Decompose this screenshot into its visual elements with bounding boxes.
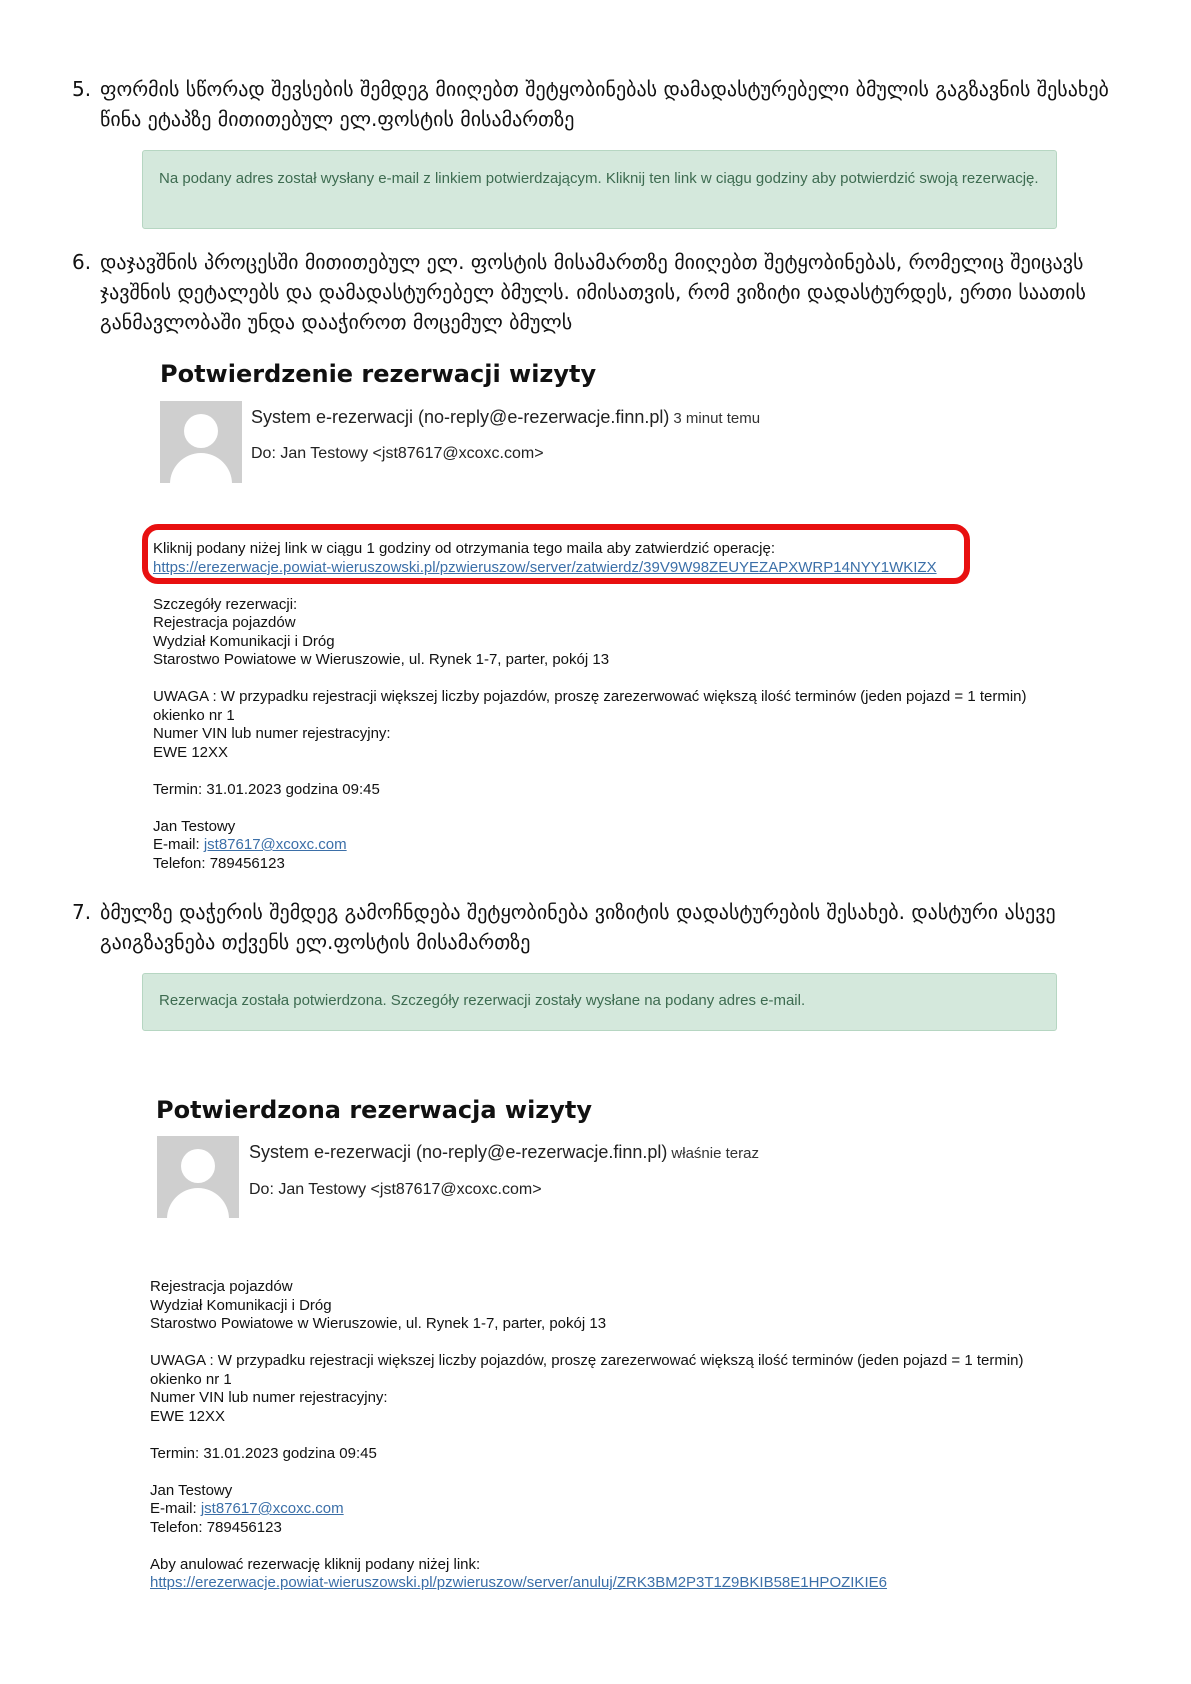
email-2-recipient: Do: Jan Testowy <jst87617@xcoxc.com> <box>249 1181 542 1198</box>
email-2-name: Jan Testowy <box>150 1481 233 1499</box>
email-2-title: Potwierdzona rezerwacja wizyty <box>156 1096 593 1124</box>
email-2-phone: Telefon: 789456123 <box>150 1518 282 1536</box>
step-7-number: 7. <box>72 900 92 924</box>
email-2-cancel-link[interactable]: https://erezerwacje.powiat-wieruszowski.pl/pzwieruszow/server/anuluj/ZRK3BM2P3T1Z9BKIB58E1HPOZIKIE6 <box>150 1574 887 1591</box>
email-2-vin: EWE 12XX <box>150 1407 226 1425</box>
step-7-text: ბმულზე დაჭერის შემდეგ გამოჩნდება შეტყობინება ვიზიტის დადასტურების შესახებ. დასტური ასევე გაიგზავნება თქვენს ელ.ფოსტის მისამართზე <box>100 900 1056 954</box>
step-5-number: 5. <box>72 77 92 101</box>
confirmation-sent-alert-text: Na podany adres został wysłany e-mail z linkiem potwierdzającym. Kliknij ten link w ciągu godziny aby potwierdzić swoją rezerwację. <box>159 170 1039 187</box>
email-2-term: Termin: 31.01.2023 godzina 09:45 <box>150 1444 377 1462</box>
email-2-department: Wydział Komunikacji i Dróg <box>150 1296 332 1314</box>
email-2-email-label: E-mail: <box>150 1500 201 1517</box>
email-1-details-header: Szczegóły rezerwacji: <box>153 595 298 613</box>
email-2-avatar <box>157 1136 239 1218</box>
step-6-number: 6. <box>72 250 92 274</box>
email-1-sender <box>251 407 760 428</box>
email-1-department: Wydział Komunikacji i Dróg <box>153 632 335 650</box>
email-1-vin-label: Numer VIN lub numer rejestracyjny: <box>153 725 391 742</box>
step-7 <box>72 897 1132 957</box>
email-1-time: 3 minut temu <box>673 410 761 427</box>
email-1-sender-name: System e-rezerwacji (no-reply@e-rezerwacje.finn.pl) <box>251 407 670 427</box>
email-1-window: okienko nr 1 <box>153 706 235 724</box>
email-2-email-link[interactable]: jst87617@xcoxc.com <box>200 1500 344 1517</box>
email-2-window: okienko nr 1 <box>150 1370 232 1388</box>
email-2-cancel-intro: Aby anulować rezerwację kliknij podany niżej link: <box>150 1555 481 1573</box>
email-1-name: Jan Testowy <box>153 817 236 835</box>
step-6 <box>72 247 1132 337</box>
email-1-service: Rejestracja pojazdów <box>153 614 296 631</box>
email-2-address: Starostwo Powiatowe w Wieruszowie, ul. Rynek 1-7, parter, pokój 13 <box>150 1315 607 1332</box>
step-5 <box>72 74 1132 134</box>
email-2-sender-name: System e-rezerwacji (no-reply@e-rezerwacje.finn.pl) <box>249 1142 668 1162</box>
email-2-vin-label: Numer VIN lub numer rejestracyjny: <box>150 1389 388 1406</box>
step-5-text: ფორმის სწორად შევსების შემდეგ მიიღებთ შეტყობინებას დამადასტურებელი ბმულის გაგზავნის შესახებ წინა ეტაპზე მითითებულ ელ.ფოსტის მისამართზე <box>100 77 1109 131</box>
email-2-time: właśnie teraz <box>671 1145 759 1162</box>
email-2-body <box>150 1278 1024 1593</box>
email-1-body <box>153 540 1027 873</box>
email-1-warning: UWAGA : W przypadku rejestracji większej liczby pojazdów, proszę zarezerwować większą ilość terminów (jeden pojazd = 1 termin) <box>153 688 1027 705</box>
reservation-confirmed-alert-text: Rezerwacja została potwierdzona. Szczegóły rezerwacji zostały wysłane na podany adres e-mail. <box>159 992 806 1009</box>
email-1-term: Termin: 31.01.2023 godzina 09:45 <box>153 780 380 798</box>
email-2-sender <box>249 1142 759 1163</box>
email-1-avatar <box>160 401 242 483</box>
email-1-confirm-link[interactable]: https://erezerwacje.powiat-wieruszowski.pl/pzwieruszow/server/zatwierdz/39V9W98ZEUYEZAPXWRP14NYY1WKIZX <box>153 558 937 576</box>
email-1-link-intro: Kliknij podany niżej link w ciągu 1 godziny od otrzymania tego maila aby zatwierdzić operację: <box>153 540 775 557</box>
email-1-address: Starostwo Powiatowe w Wieruszowie, ul. Rynek 1-7, parter, pokój 13 <box>153 651 610 668</box>
step-6-text: დაჯავშნის პროცესში მითითებულ ელ. ფოსტის მისამართზე მიიღებთ შეტყობინებას, რომელიც შეიცავს ჯავშნის დეტალებს და დამადასტურებელ ბმულს. იმისათვის, რომ ვიზიტი დადასტურდეს, ერთი საათის განმავლობაში უნდა დააჭიროთ მოცემულ ბმულს <box>100 250 1086 334</box>
email-1-email-link[interactable]: jst87617@xcoxc.com <box>203 836 347 853</box>
email-1-vin: EWE 12XX <box>153 743 229 761</box>
email-2-service: Rejestracja pojazdów <box>150 1278 293 1295</box>
email-1-title: Potwierdzenie rezerwacji wizyty <box>160 360 597 388</box>
email-1-recipient: Do: Jan Testowy <jst87617@xcoxc.com> <box>251 445 544 462</box>
email-1-email-label: E-mail: <box>153 836 204 853</box>
reservation-confirmed-alert <box>142 973 1057 1031</box>
email-1-phone: Telefon: 789456123 <box>153 854 285 872</box>
confirmation-sent-alert <box>142 150 1057 229</box>
email-2-warning: UWAGA : W przypadku rejestracji większej liczby pojazdów, proszę zarezerwować większą ilość terminów (jeden pojazd = 1 termin) <box>150 1352 1024 1369</box>
